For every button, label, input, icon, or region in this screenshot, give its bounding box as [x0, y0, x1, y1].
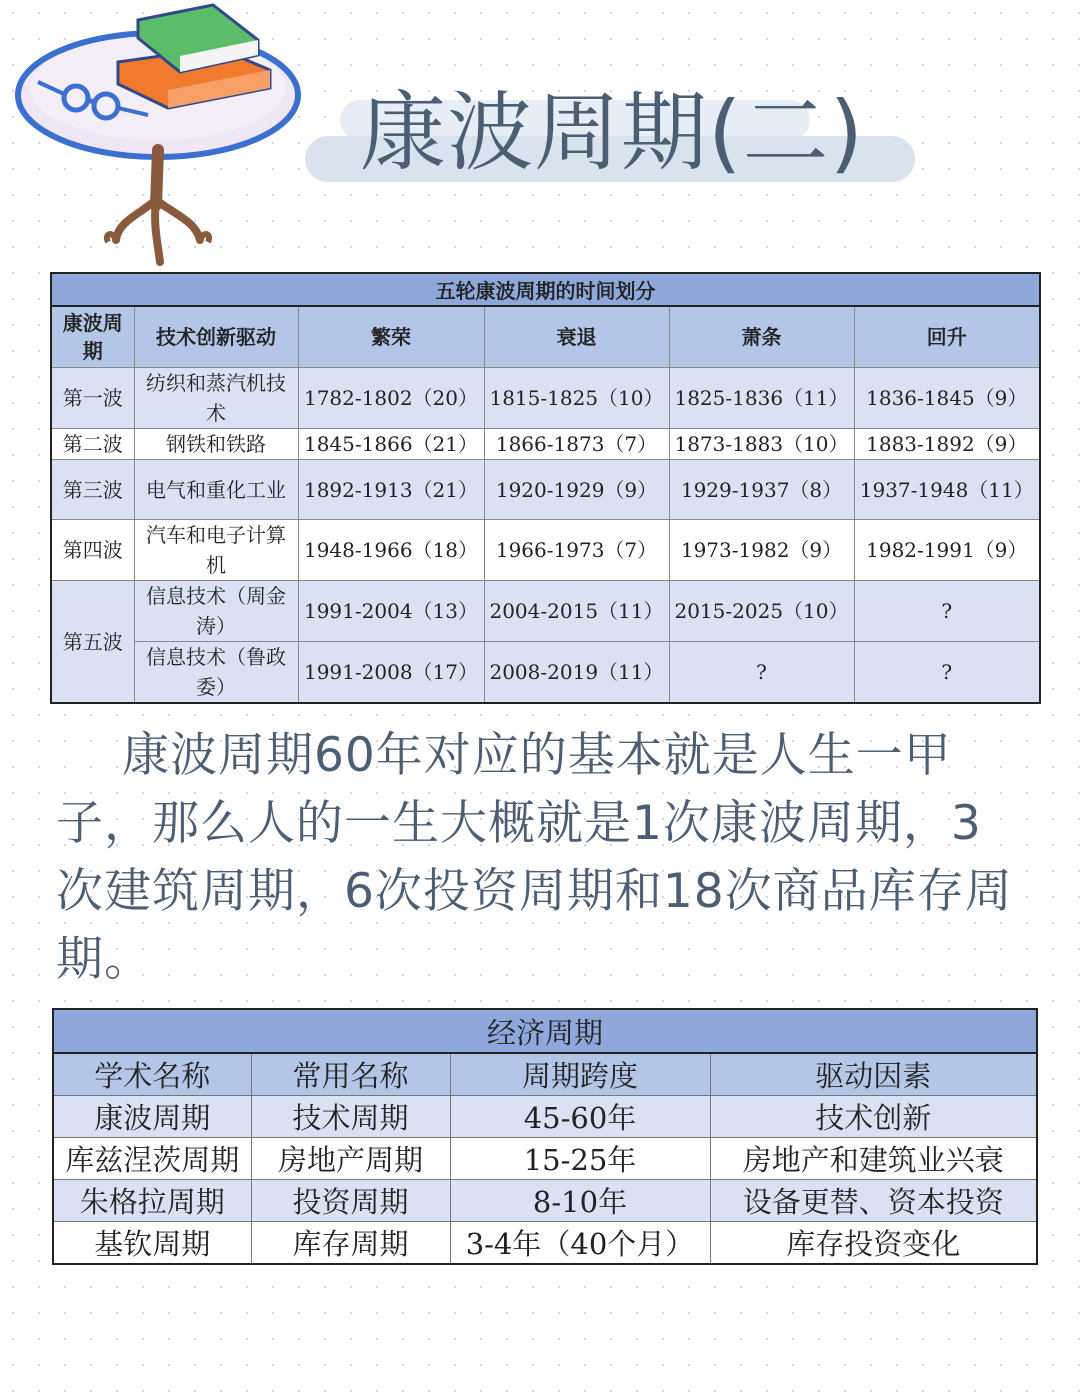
column-header: 驱动因素 [710, 1053, 1037, 1096]
recovery-cell: ? [854, 581, 1040, 642]
recession-cell: 2008-2019（11） [484, 642, 669, 704]
common-name-cell: 房地产周期 [251, 1138, 450, 1180]
table-row [51, 520, 1040, 581]
academic-name-cell: 朱格拉周期 [53, 1180, 251, 1222]
span-cell: 3-4年（40个月） [450, 1222, 710, 1265]
table-row [53, 1096, 1037, 1138]
depression-cell: 1825-1836（11） [669, 368, 854, 429]
table-row [51, 368, 1040, 429]
depression-cell: ? [669, 642, 854, 704]
wave-cell: 第三波 [51, 460, 134, 520]
recession-cell: 1866-1873（7） [484, 429, 669, 460]
table-row [53, 1222, 1037, 1265]
wave-cell: 第四波 [51, 520, 134, 581]
recovery-cell: 1836-1845（9） [854, 368, 1040, 429]
table-caption: 经济周期 [53, 1009, 1037, 1053]
driver-cell: 房地产和建筑业兴衰 [710, 1138, 1037, 1180]
column-header: 技术创新驱动 [134, 306, 298, 368]
driver-cell: 信息技术（周金涛） [134, 581, 298, 642]
common-name-cell: 库存周期 [251, 1222, 450, 1265]
depression-cell: 1929-1937（8） [669, 460, 854, 520]
driver-cell: 信息技术（鲁政委） [134, 642, 298, 704]
column-header: 周期跨度 [450, 1053, 710, 1096]
driver-cell: 库存投资变化 [710, 1222, 1037, 1265]
recession-cell: 1966-1973（7） [484, 520, 669, 581]
common-name-cell: 投资周期 [251, 1180, 450, 1222]
column-header: 萧条 [669, 306, 854, 368]
body-paragraph: 康波周期60年对应的基本就是人生一甲子，那么人的一生大概就是1次康波周期，3次建筑周期，6次投资周期和18次商品库存周期。 [56, 728, 1013, 987]
recession-cell: 1920-1929（9） [484, 460, 669, 520]
table-caption: 五轮康波周期的时间划分 [51, 273, 1040, 306]
table-row [53, 1180, 1037, 1222]
table-row [51, 460, 1040, 520]
driver-cell: 设备更替、资本投资 [710, 1180, 1037, 1222]
driver-cell: 纺织和蒸汽机技术 [134, 368, 298, 429]
column-header: 学术名称 [53, 1053, 251, 1096]
economic-cycles-table [52, 1008, 1038, 1265]
wave-cell: 第二波 [51, 429, 134, 460]
academic-name-cell: 基钦周期 [53, 1222, 251, 1265]
table-row [51, 429, 1040, 460]
column-header: 康波周期 [51, 306, 134, 368]
academic-name-cell: 库兹涅茨周期 [53, 1138, 251, 1180]
depression-cell: 1873-1883（10） [669, 429, 854, 460]
column-header: 常用名称 [251, 1053, 450, 1096]
driver-cell: 电气和重化工业 [134, 460, 298, 520]
span-cell: 15-25年 [450, 1138, 710, 1180]
table-row [51, 642, 1040, 704]
boom-cell: 1948-1966（18） [298, 520, 484, 581]
boom-cell: 1892-1913（21） [298, 460, 484, 520]
recovery-cell: 1883-1892（9） [854, 429, 1040, 460]
column-header: 繁荣 [298, 306, 484, 368]
recovery-cell: 1937-1948（11） [854, 460, 1040, 520]
table-row [51, 581, 1040, 642]
column-header: 衰退 [484, 306, 669, 368]
span-cell: 8-10年 [450, 1180, 710, 1222]
books-on-table-glasses-icon [8, 0, 308, 270]
boom-cell: 1991-2004（13） [298, 581, 484, 642]
wave-cell: 第五波 [51, 581, 134, 704]
wave-cell: 第一波 [51, 368, 134, 429]
driver-cell: 钢铁和铁路 [134, 429, 298, 460]
boom-cell: 1991-2008（17） [298, 642, 484, 704]
recovery-cell: 1982-1991（9） [854, 520, 1040, 581]
depression-cell: 1973-1982（9） [669, 520, 854, 581]
driver-cell: 汽车和电子计算机 [134, 520, 298, 581]
academic-name-cell: 康波周期 [53, 1096, 251, 1138]
span-cell: 45-60年 [450, 1096, 710, 1138]
table-row [53, 1138, 1037, 1180]
boom-cell: 1845-1866（21） [298, 429, 484, 460]
recession-cell: 1815-1825（10） [484, 368, 669, 429]
kondratiev-waves-table [50, 272, 1041, 704]
boom-cell: 1782-1802（20） [298, 368, 484, 429]
recovery-cell: ? [854, 642, 1040, 704]
depression-cell: 2015-2025（10） [669, 581, 854, 642]
column-header: 回升 [854, 306, 1040, 368]
common-name-cell: 技术周期 [251, 1096, 450, 1138]
recession-cell: 2004-2015（11） [484, 581, 669, 642]
driver-cell: 技术创新 [710, 1096, 1037, 1138]
page-title: 康波周期(二) [360, 83, 865, 183]
